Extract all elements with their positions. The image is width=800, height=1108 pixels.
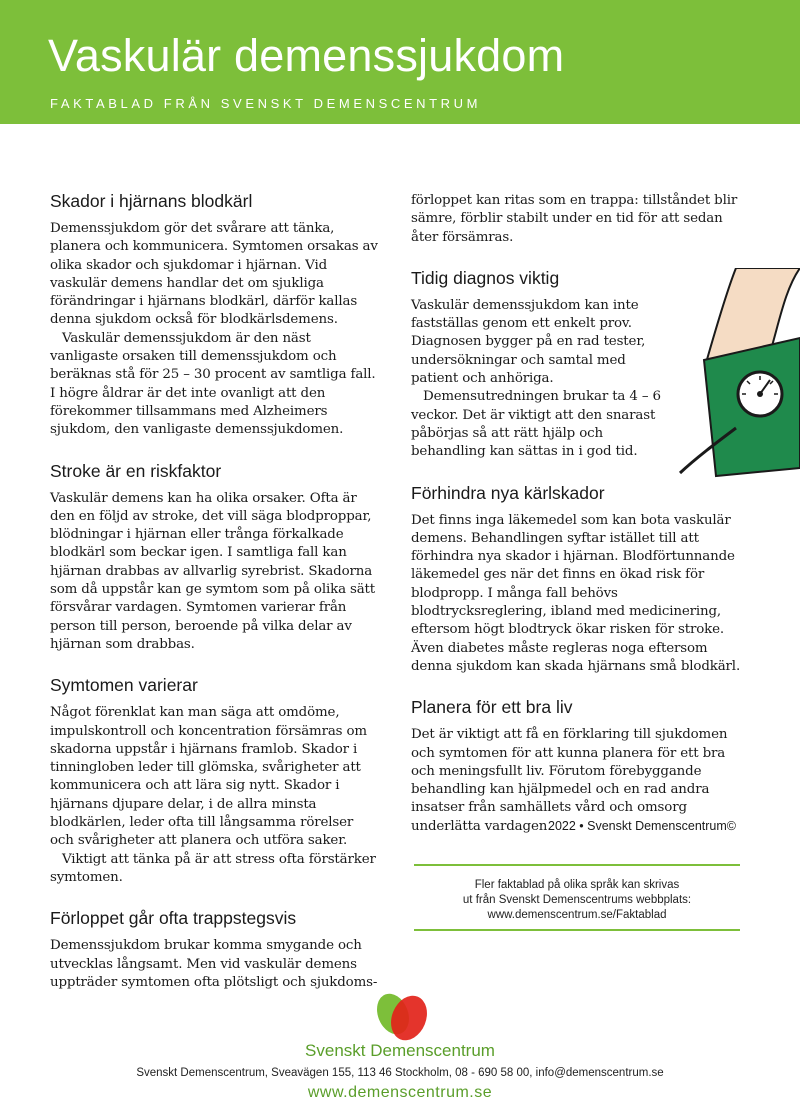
organization-name: Svenskt Demenscentrum xyxy=(305,1041,495,1060)
divider-top xyxy=(414,864,740,866)
section-continuation xyxy=(411,192,746,247)
section-skador xyxy=(50,190,380,440)
paragraph: Demensutredningen brukar ta 4 – 6 veckor. Det är viktigt att den snarast påbörjas så att rätt hjälp och behandling kan sättas in i god tid. xyxy=(411,389,661,460)
contact-info: Svenskt Demenscentrum, Sveavägen 155, 113 46 Stockholm, 08 - 690 58 00, info@demenscentrum.se xyxy=(136,1067,664,1079)
section-heading: Förloppet går ofta trappstegsvis xyxy=(50,908,297,929)
section-heading: Tidig diagnos viktig xyxy=(411,267,560,288)
more-info-link[interactable]: www.demenscentrum.se/Faktablad xyxy=(487,909,667,921)
paragraph: Det finns inga läkemedel som kan bota vaskulär demens. Behandlingen syftar istället till att förhindra nya skador i hjärnan. Blodförtunnande läkemedel ges när det finns en ökad risk för blodpropp. I många fall behövs blodtrycksreglering, ibland med medicinering, eftersom högt blodtryck ökar risken för stroke. Även diabetes måste regleras noga eftersom denna sjukdom kan skada hjärnans små blodkärl. xyxy=(411,512,741,674)
section-planera xyxy=(411,696,746,836)
section-heading: Förhindra nya kärlskador xyxy=(411,482,605,503)
paragraph: Demenssjukdom brukar komma smygande och utvecklas långsamt. Men vid vaskulär demens uppträder symtomen ofta plötsligt och sjukdoms- xyxy=(50,938,378,990)
more-info-line: Fler faktablad på olika språk kan skrivas xyxy=(474,879,680,891)
paragraph: Det är viktigt att få en förklaring till sjukdomen och symtomen för att kunna planera för ett bra och meningsfullt liv. Förutom förebyggande behandling kan hjälpmedel och en rad andra insatser från samhällets vård och omsorg underlätta vardagen. xyxy=(411,727,728,834)
page-subtitle: FAKTABLAD FRÅN SVENSKT DEMENSCENTRUM xyxy=(50,96,482,111)
header-banner xyxy=(0,0,800,124)
copyright-text: 2022 • Svenskt Demenscentrum© xyxy=(548,819,736,833)
divider-bottom xyxy=(414,929,740,931)
more-info-box xyxy=(414,878,740,923)
paragraph: Demenssjukdom gör det svårare att tänka, planera och kommunicera. Symtomen orsakas av olika skador och sjukdomar i hjärnan. Vid vaskulär demens handlar det om sjukliga förändringar i hjärnans blodkärl, därför kallas denna sjukdom också för blodkärlsdemens. xyxy=(50,221,378,328)
section-stroke xyxy=(50,460,380,655)
section-heading: Symtomen varierar xyxy=(50,675,198,696)
two-hearts-logo xyxy=(373,990,431,1044)
website-link[interactable]: www.demenscentrum.se xyxy=(307,1084,493,1101)
paragraph: Något förenklat kan man säga att omdöme, impulskontroll och koncentration försämras om skadorna uppstår i hjärnans framlob. Skador i tinningloben leder till glömska, svårigheter att kommunicera och att lära sig nytt. Skador i hjärnans djupare delar, i de allra minsta blodkärlen, leder ofta till långsamma rörelser och svårigheter att planera och utföra saker. xyxy=(50,705,367,849)
section-heading: Skador i hjärnans blodkärl xyxy=(50,191,253,211)
paragraph: Vaskulär demens kan ha olika orsaker. Ofta är den en följd av stroke, det vill säga blodproppar, blödningar i hjärnan eller trånga förkalkade blodkärl som beckar igen. I samtliga fall kan hjärnan drabbas av allvarlig syrebrist. Skadorna som då uppstår kan ge symtom som på olika sätt försvårar vardagen. Symtomen varierar från person till person, beroende på vilka delar av hjärnan som drabbas. xyxy=(50,490,376,652)
section-heading: Planera för ett bra liv xyxy=(411,697,573,718)
section-symtom xyxy=(50,674,380,887)
more-info-line: ut från Svenskt Demenscentrums webbplats: xyxy=(462,894,692,906)
section-forhindra xyxy=(411,482,746,677)
paragraph: Vaskulär demenssjukdom kan inte fastställas genom ett enkelt prov. Diagnosen bygger på en rad tester, undersökningar och samtal med patient och anhöriga. xyxy=(411,297,646,387)
paragraph: förloppet kan ritas som en trappa: tillståndet blir sämre, förblir stabilt under en tid för att sedan åter försämras. xyxy=(411,193,738,245)
paragraph: Vaskulär demenssjukdom är den näst vanligaste orsaken till demenssjukdom och beräknas stå för 25 – 30 procent av samtliga fall. I högre åldrar är det inte ovanligt att den förekommer tillsammans med Alzheimers sjukdom, den vanligaste demenssjukdomen. xyxy=(50,330,376,438)
paragraph: Viktigt att tänka på är att stress ofta förstärker symtomen. xyxy=(50,851,376,885)
page-title: Vaskulär demenssjukdom xyxy=(48,30,565,81)
left-column xyxy=(50,190,380,1012)
blood-pressure-cuff-illustration xyxy=(676,268,800,478)
section-heading: Stroke är en riskfaktor xyxy=(50,460,222,481)
section-forloppet xyxy=(50,907,380,992)
